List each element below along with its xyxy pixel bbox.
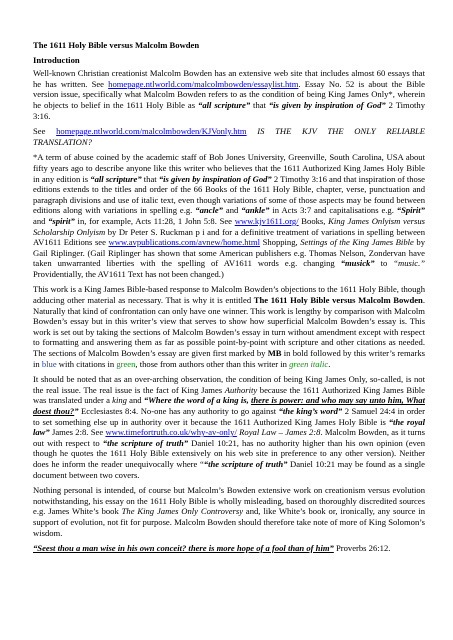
timefortruth-link[interactable]: www.timefortruth.co.uk/why-av-only/ bbox=[105, 427, 237, 438]
authority-paragraph bbox=[33, 374, 425, 480]
p1-text-1: Well-known Christian creationist Malcolm Bowden has an extensive web site that includes almost 60 essays that he has written. See bbox=[33, 68, 425, 89]
p5-text-6: James 2:8. See bbox=[49, 427, 106, 438]
p3-text-12: to bbox=[374, 258, 394, 269]
p3-text-2: that bbox=[141, 173, 159, 184]
proverb-reference: Proverbs 26:12. bbox=[333, 543, 391, 554]
p6-text-1: Nothing personal is intended, of course but Malcolm’s Bowden extensive work on creationism versus evolution notwithstanding, his essay on the 1611 Holy Bible is wholly misleading, based on thoroughly discredited sources e.g. James White’s book bbox=[33, 485, 425, 517]
p1-text-4: 2 Timothy 3:16. bbox=[33, 99, 426, 121]
p3-text-10: Shopping, bbox=[260, 237, 301, 248]
document-page bbox=[33, 40, 425, 559]
reference-paragraph bbox=[33, 126, 425, 147]
p4-text-1: This work is a King James Bible-based response to Malcolm Bowden’s objections to the 1611 Holy Bible, though adducing other material as necessary. That is why it is entitled bbox=[33, 284, 425, 306]
p4-mb-marker: MB bbox=[267, 348, 282, 359]
p3-text-8: Books, bbox=[298, 215, 329, 226]
p5-quote-3: “the royal law” bbox=[33, 416, 425, 438]
p5-text-2: because the 1611 Authorized King James Bible was translated under a bbox=[33, 384, 425, 406]
p3-quote-5: “Spirit” bbox=[396, 205, 425, 216]
p3-italic-music: “music.” bbox=[393, 258, 426, 269]
section-heading: Introduction bbox=[33, 54, 80, 65]
p3-quote-6: “spirit” bbox=[48, 215, 75, 226]
p4-green-word: green bbox=[116, 358, 136, 369]
footnote-paragraph bbox=[33, 152, 425, 279]
p1-quote-1: “all scripture” bbox=[198, 99, 251, 110]
p5-italic-royal-law: Royal Law – James 2:8 bbox=[239, 427, 321, 438]
kjv1611-link[interactable]: www.kjv1611.org/ bbox=[234, 215, 299, 226]
p3-text-11: by Gail Riplinger. (Gail Riplinger has shown that some American publishers e.g. Thomas Nelson, Zondervan have taken unwarranted liberties with the spelling of AV1611 words e.g. changing bbox=[33, 237, 425, 269]
purpose-paragraph bbox=[33, 284, 425, 369]
essay-title-caps: IS THE KJV THE ONLY RELIABLE TRANSLATION? bbox=[33, 126, 425, 147]
p3-quote-3: “ancle” bbox=[195, 205, 223, 216]
p4-work-title: The 1611 Holy Bible versus Malcolm Bowden bbox=[253, 295, 423, 306]
p3-text-6: and bbox=[33, 215, 49, 226]
p3-quote-7: “musick” bbox=[340, 258, 375, 269]
p3-quote-4: “ankle” bbox=[241, 205, 270, 216]
p5-quote-5: “the scripture of truth” bbox=[203, 458, 288, 469]
p3-quote-2: “is given by inspiration of God” bbox=[158, 173, 272, 184]
p4-green-italic-word: green italic bbox=[289, 358, 329, 369]
intro-paragraph bbox=[33, 68, 425, 121]
proverb-quote: “Seest thou a man wise in his own conceit? there is more hope of a fool than of him” bbox=[33, 543, 334, 554]
p3-text-4: and bbox=[222, 205, 242, 216]
p5-text-3: and bbox=[126, 395, 144, 406]
p4-text-2: . Naturally that kind of confrontation can only have one winner. This work is lengthy by comparison with Malcolm Bowden’s essay but in this writer’s view that serves to show how superficial Malcolm Bowden’s essay is. This work is set out by taking the sections of Malcolm Bowden’s essay in turn without amendment except with respect to formatting and answering them as far as possible point-by-point with scripture and other citations as needed. The sections of Malcolm Bowden’s essay are given first marked by bbox=[33, 295, 425, 359]
p3-book-title-2: Settings of the King James Bible bbox=[300, 237, 414, 248]
p5-quote-1-underlined: there is power: and who may say unto him, What doest thou? bbox=[33, 395, 425, 416]
p5-quote-1-end: ” bbox=[74, 406, 79, 416]
p5-quote-4: “the scripture of truth” bbox=[102, 437, 189, 448]
p4-text-5: , those from authors other than this writer in bbox=[135, 358, 290, 369]
p5-text-4: Ecclesiastes 8:4. No-one has any authority to go against bbox=[78, 406, 279, 416]
p5-text-10: Daniel 10:21 may be found as a single document between two covers. bbox=[33, 458, 426, 480]
conclusion-paragraph bbox=[33, 485, 425, 538]
p5-text-9: Daniel 10:21, has no authority higher than his own opinion (even though he quotes the 1611 Holy Bible extensively on his web site in preference to any other version). Neither does he inform the reader unequivocally where “ bbox=[33, 437, 426, 469]
p4-blue-word: blue bbox=[41, 358, 57, 369]
p4-text-6: . bbox=[328, 358, 331, 369]
p3-text-5: in Acts 3:7 and capitalisations e.g. bbox=[269, 205, 397, 216]
p5-italic-king: king bbox=[112, 395, 127, 406]
p1-text-2: . Essay No. 52 is about the Bible version issue, specifically what Malcolm Bowden refers to as the condition of being King James Only*, wherein he objects to belief in the 1611 Holy Bible as bbox=[33, 78, 425, 110]
p5-quote-2: “the king’s word” bbox=[278, 406, 343, 416]
p5-text-8: . Malcolm Bowden, as it turns out with respect to bbox=[33, 427, 425, 448]
p5-text-5: 2 Samuel 24:4 in order to set something else up in authority over it because the 1611 Authorized King James Holy Bible is bbox=[33, 406, 425, 427]
p3-text-13: Providentially, the AV1611 Text has not been changed.) bbox=[33, 268, 224, 279]
p4-text-3: in bold followed by this writer’s remarks in bbox=[33, 348, 425, 369]
p3-quote-1: “all scripture” bbox=[90, 173, 142, 184]
essay-list-link[interactable]: homepage.ntlworld.com/malcolmbowden/essaylist.htm bbox=[108, 78, 299, 89]
p3-text-7: in, for example, Acts 11:28, 1 John 5:8. See bbox=[74, 215, 235, 226]
p6-book-title: The King James Only Controversy bbox=[121, 506, 244, 517]
p5-quote-1: “Where the word of a king is, bbox=[143, 395, 251, 406]
kjv-only-essay-link[interactable]: homepage.ntlworld.com/malcolmbowden/KJVonly.htm bbox=[56, 126, 247, 137]
p3-text-9: by Dr Peter S. Ruckman p i and for a definitive treatment of variations in spelling between AV1611 Editions see bbox=[33, 226, 425, 248]
document-title: The 1611 Holy Bible versus Malcolm Bowden bbox=[33, 40, 200, 50]
p1-text-3: that bbox=[250, 99, 269, 110]
p1-quote-2: “is given by inspiration of God” bbox=[268, 99, 386, 110]
proverb-paragraph bbox=[33, 543, 425, 554]
p5-italic-authority: Authority bbox=[224, 384, 258, 395]
p3-text-3: 2 Timothy 3:16 and that inspiration of those editions extends to the titles and order of the 66 Books of the 1611 Holy Bible, chapter, verse, punctuation and paragraph divisions and use of italic text, even though variations of some of those aspects may be found between editions along with variations in spelling e.g. bbox=[33, 173, 425, 216]
p3-book-title-1: King James Onlyism versus Scholarship Onlyism bbox=[33, 215, 425, 237]
p4-text-4: with citations in bbox=[56, 358, 117, 369]
p3-text-1: *A term of abuse coined by the academic staff of Bob Jones University, Greenville, South Carolina, USA about fifty years ago to describe anyone like this writer who believes that the 1611 Authorized King James Holy Bible in any edition is bbox=[33, 152, 425, 184]
p5-text-1: It should be noted that as an over-arching observation, the condition of being King James Only, so-called, is not the real issue. The real issue is the fact of King James bbox=[33, 374, 425, 395]
avpublications-link[interactable]: www.avpublications.com/avnew/home.html bbox=[108, 237, 260, 248]
p2-text-1: See bbox=[33, 126, 57, 137]
p6-text-2: and, like White’s book or, ironically, any source in support of evolution, not fit for purpose. Malcolm Bowden should therefore take note of more of King Solomon’s wisdom. bbox=[33, 506, 426, 538]
